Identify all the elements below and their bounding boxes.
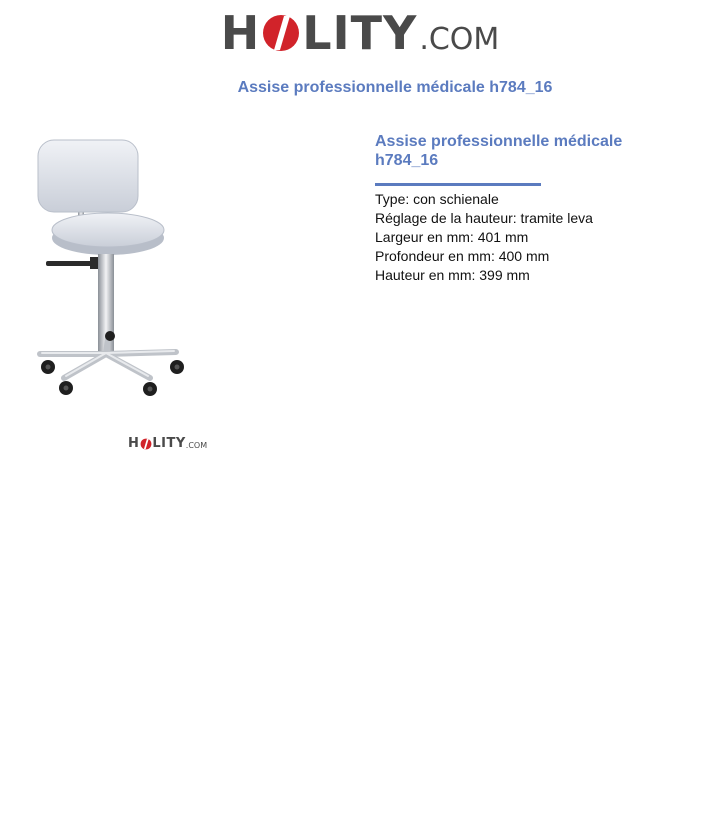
- logo-prefix: H: [220, 5, 261, 60]
- header: [0, 5, 720, 60]
- title-divider: [375, 183, 541, 186]
- footer-logo-tld: .COM: [185, 441, 208, 450]
- spec-width: Largeur en mm: 401 mm: [375, 229, 529, 245]
- logo-tld: .COM: [419, 22, 500, 57]
- medical-stool-image: [32, 132, 192, 402]
- product-details: [375, 132, 675, 285]
- logo-suffix: LITY: [302, 5, 418, 60]
- holity-logo[interactable]: [220, 5, 500, 60]
- footer-logo-o-icon: [140, 438, 152, 450]
- page-title: Assise professionnelle médicale h784_16: [237, 79, 553, 96]
- spec-depth: Profondeur en mm: 400 mm: [375, 248, 550, 264]
- spec-height: Hauteur en mm: 399 mm: [375, 267, 530, 283]
- logo-o-icon: [261, 13, 301, 53]
- footer-logo-suffix: LITY: [152, 436, 186, 451]
- footer-logo: [128, 436, 207, 451]
- spec-type: Type: con schienale: [375, 191, 499, 207]
- footer-logo-prefix: H: [128, 436, 140, 451]
- product-title: Assise professionnelle médicale h784_16: [375, 133, 623, 169]
- spec-height-adjustment: Réglage de la hauteur: tramite leva: [375, 210, 593, 226]
